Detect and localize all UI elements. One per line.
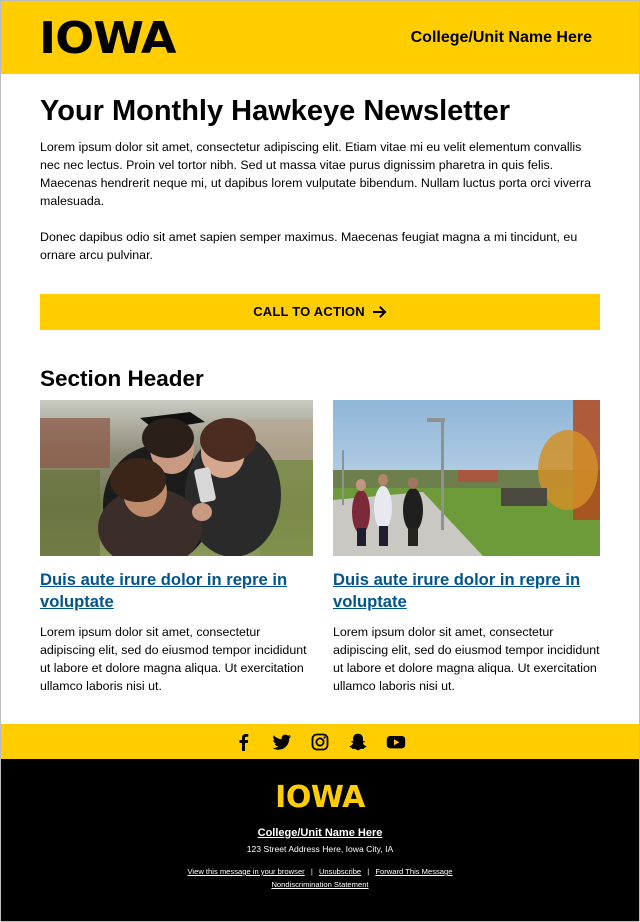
youtube-icon[interactable] [386,732,406,752]
unsubscribe-link[interactable]: Unsubscribe [318,867,362,876]
forward-message-link[interactable]: Forward This Message [375,867,453,876]
intro-paragraph-2: Donec dapibus odio sit amet sapien semper maximus. Maecenas feugiat magna a mi tincidunt, eu ornare arcu pulvinar. [40,229,578,262]
footer-links [1,867,639,876]
instagram-icon[interactable] [310,732,330,752]
footer-unit-name[interactable]: College/Unit Name Here [257,827,383,839]
footer-address: 123 Street Address Here, Iowa City, IA [246,844,394,854]
column-right [333,400,600,695]
footer [1,759,639,921]
link-separator: | [310,867,313,876]
graduates-selfie-photo [40,400,313,556]
article-summary: Lorem ipsum dolor sit amet, consectetur adipiscing elit, sed do eiusmod tempor incididunt ut labore et dolore magna aliqua. Ut exercitation ullamco laboris nisi ut. [333,624,600,693]
article-link[interactable]: Duis aute irure dolor in repre in voluptate [333,569,581,611]
column-left [40,400,313,695]
view-in-browser-link[interactable]: View this message in your browser [187,867,305,876]
section-header: Section Header [40,365,204,391]
two-column-section [40,400,600,695]
main-content [1,96,639,695]
snapchat-icon[interactable] [348,732,368,752]
iowa-logo[interactable]: IOWA [39,11,176,64]
header-bar [1,1,639,74]
link-separator: | [367,867,370,876]
nondiscrimination-link[interactable]: Nondiscrimination Statement [271,880,369,889]
arrow-right-icon [373,305,387,319]
newsletter-title: Your Monthly Hawkeye Newsletter [40,95,511,127]
facebook-icon[interactable] [234,732,254,752]
call-to-action-button[interactable] [40,294,600,330]
article-link[interactable]: Duis aute irure dolor in repre in voluptate [40,569,288,611]
intro-paragraph: Lorem ipsum dolor sit amet, consectetur adipiscing elit. Etiam vitae mi eu velit elementum convallis nec nec lectus. Proin vel tortor nibh. Sed ut massa vitae purus dignissim pharetra in quis felis. Maecenas hendrerit neque mi, ut dapibus lorem vulputate bibendum. Nullam luctus porta orci viverra malesuada. [40,139,591,208]
students-walking-photo [333,400,600,556]
twitter-icon[interactable] [272,732,292,752]
footer-iowa-logo[interactable]: IOWA [275,780,365,815]
article-summary: Lorem ipsum dolor sit amet, consectetur adipiscing elit, sed do eiusmod tempor incididunt ut labore et dolore magna aliqua. Ut exercitation ullamco laboris nisi ut. [40,624,307,693]
unit-name: College/Unit Name Here [410,28,592,46]
social-bar [1,724,639,759]
cta-label: CALL TO ACTION [253,304,365,320]
